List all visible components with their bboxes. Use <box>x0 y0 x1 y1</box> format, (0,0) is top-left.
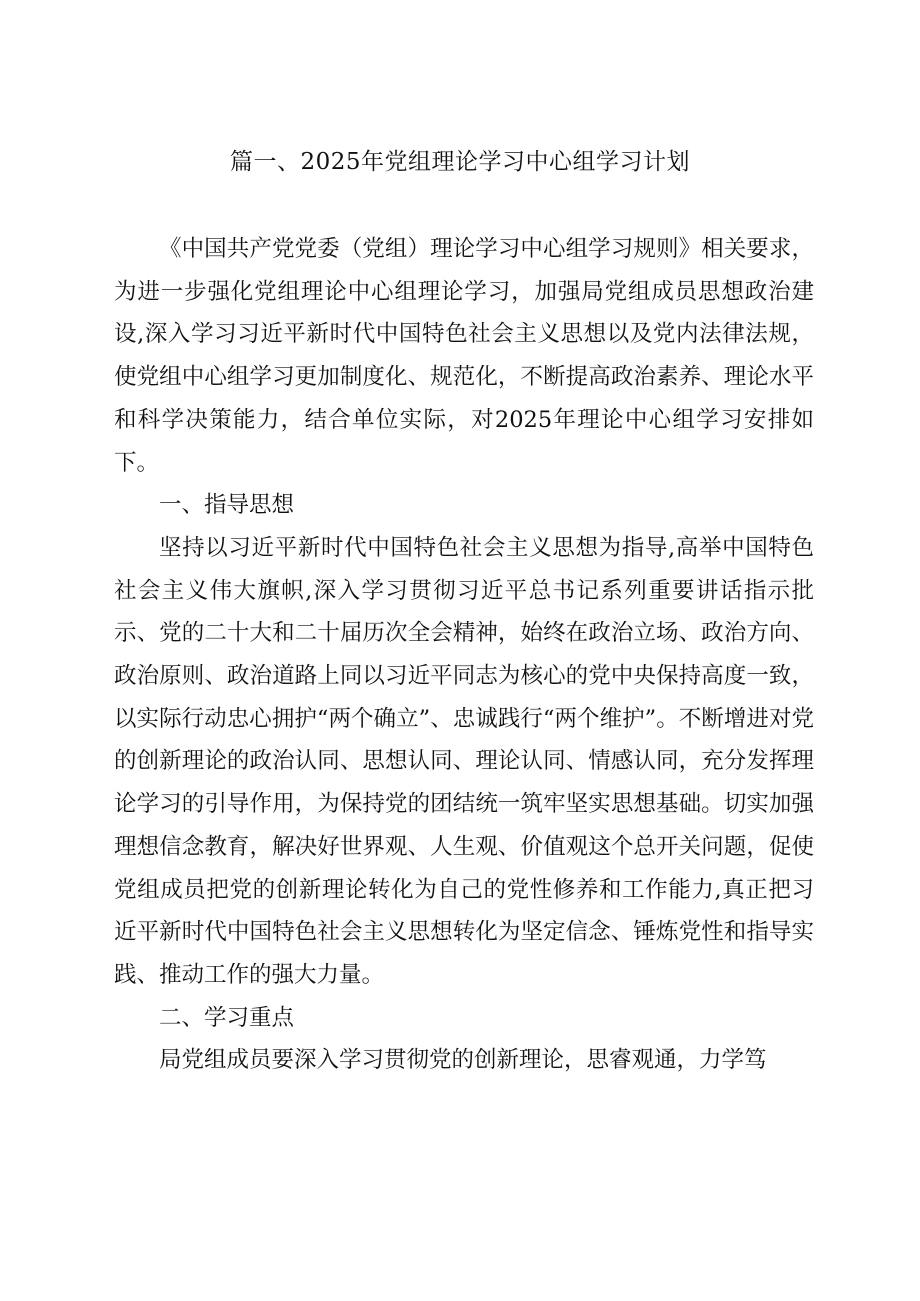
section-heading-guiding-ideology: 一、指导思想 <box>159 492 295 519</box>
document-body <box>114 228 814 1082</box>
document-title: 篇一、2025年党组理论学习中心组学习计划 <box>229 149 691 175</box>
intro-paragraph: 《中国共产党党委（党组）理论学习中心组学习规则》相关要求，为进一步强化党组理论中心组理论学习，加强局党组成员思想政治建设,深入学习习近平新时代中国特色社会主义思想以及党内法律法规，使党组中心组学习更加制度化、规范化，不断提高政治素养、理论水平和科学决策能力，结合单位实际，对2025年理论中心组学习安排如下。 <box>114 236 814 476</box>
study-focus-paragraph: 局党组成员要深入学习贯彻党的创新理论，思睿观通，力学笃 <box>159 1047 767 1074</box>
section-heading-study-focus: 二、学习重点 <box>159 1004 295 1031</box>
guiding-ideology-paragraph: 坚持以习近平新时代中国特色社会主义思想为指导,高举中国特色社会主义伟大旗帜,深入学习贯彻习近平总书记系列重要讲话指示批示、党的二十大和二十届历次全会精神，始终在政治立场、政治方向、政治原则、政治道路上同以习近平同志为核心的党中央保持高度一致，以实际行动忠心拥护“两个确立”、忠诚践行“两个维护”。不断增进对党的创新理论的政治认同、思想认同、理论认同、情感认同，充分发挥理论学习的引导作用，为保持党的团结统一筑牢坚实思想基础。切实加强理想信念教育，解决好世界观、人生观、价值观这个总开关问题，促使党组成员把党的创新理论转化为自己的党性修养和工作能力,真正把习近平新时代中国特色社会主义思想转化为坚定信念、锤炼党性和指导实践、推动工作的强大力量。 <box>114 534 814 988</box>
